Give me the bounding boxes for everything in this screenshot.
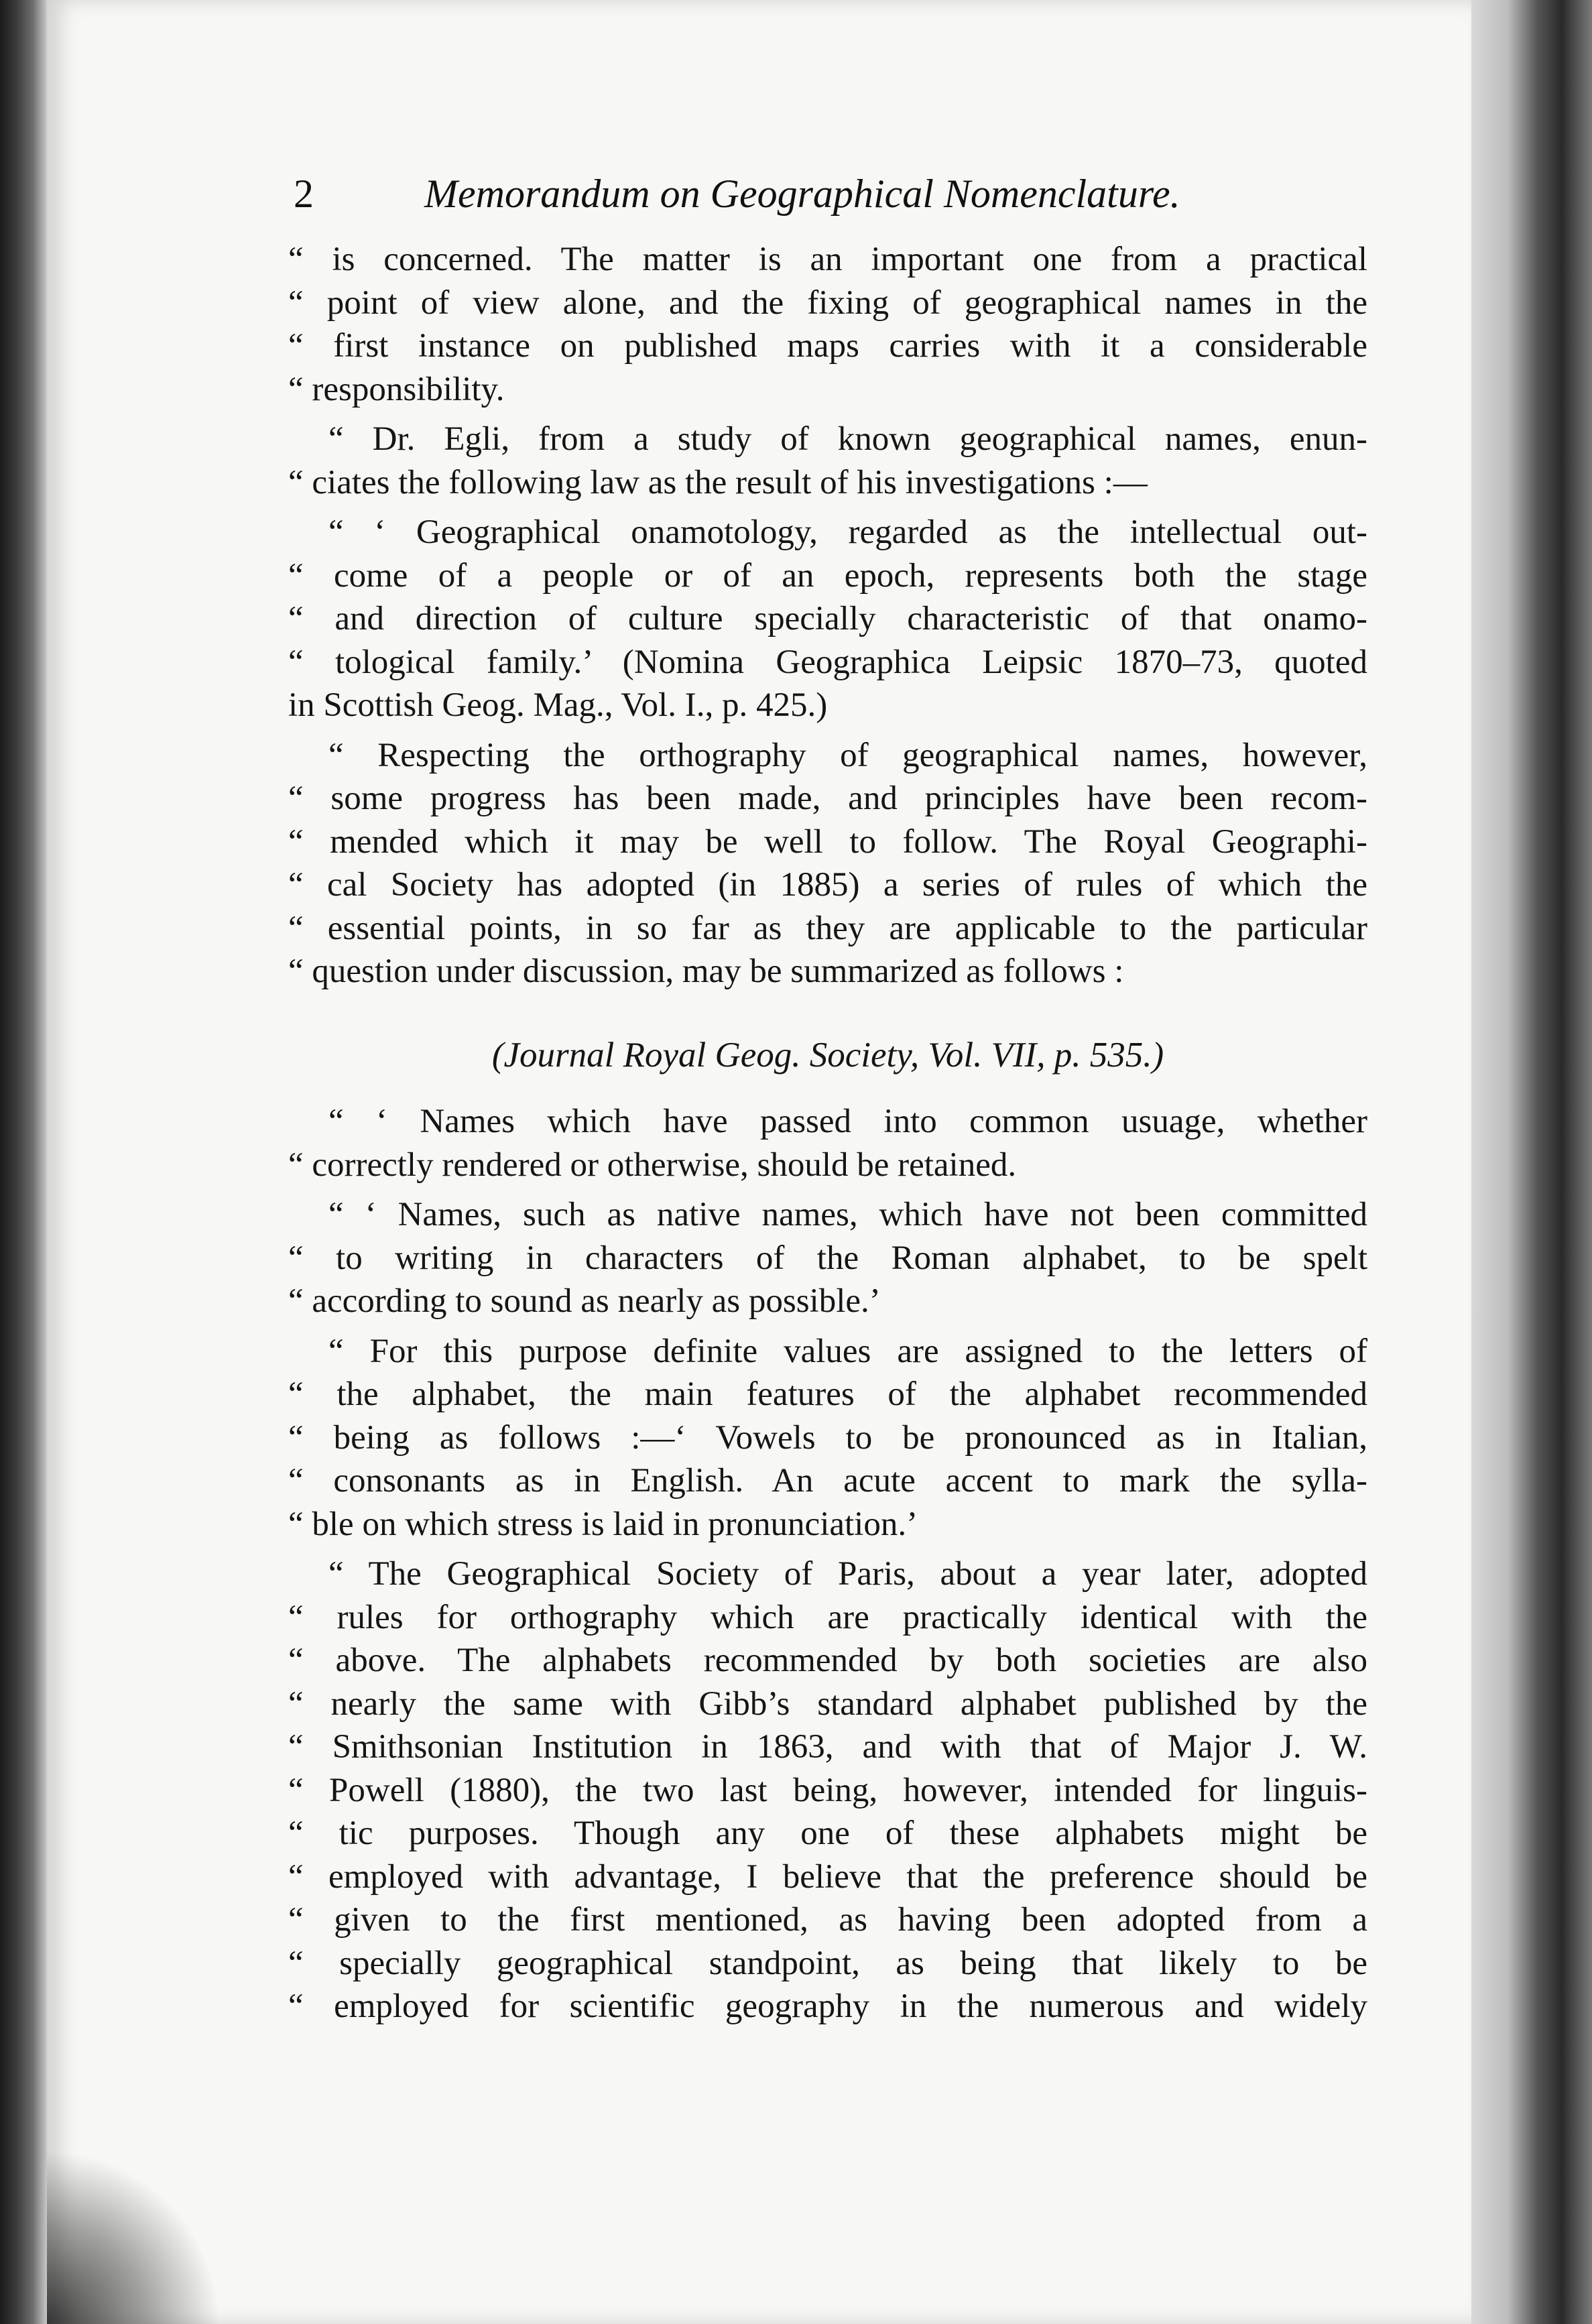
page-corner-shadow — [47, 2150, 221, 2324]
text-line: “ The Geographical Society of Paris, about a year later, adopted — [328, 1555, 1367, 1593]
text-line: “ according to sound as nearly as possible.’ — [288, 1282, 881, 1320]
text-line: “ nearly the same with Gibb’s standard alphabet published by the — [288, 1685, 1367, 1723]
paragraph — [288, 734, 1367, 993]
book-spine-shadow — [0, 0, 47, 2324]
paragraph — [288, 1100, 1367, 1186]
text-line: “ above. The alphabets recommended by both societies are also — [288, 1642, 1367, 1679]
text-line: “ first instance on published maps carries with it a considerable — [288, 327, 1367, 365]
page-edge — [1471, 0, 1592, 2324]
text-line: “ Powell (1880), the two last being, however, intended for linguis- — [288, 1771, 1367, 1809]
text-line: “ Dr. Egli, from a study of known geographical names, enun- — [328, 420, 1367, 458]
text-line: “ some progress has been made, and principles have been recom- — [288, 780, 1367, 817]
paragraph — [288, 511, 1367, 727]
text-line: “ ciates the following law as the result of his investigations :— — [288, 463, 1148, 501]
text-line: “ and direction of culture specially characteristic of that onamo- — [288, 600, 1367, 637]
text-line: “ employed for scientific geography in the numerous and widely — [288, 1987, 1367, 2025]
text-line: “ given to the first mentioned, as having been adopted from a — [288, 1901, 1367, 1939]
text-line: “ employed with advantage, I believe that the preference should be — [288, 1857, 1367, 1896]
paragraph — [288, 418, 1367, 504]
text-line: “ tological family.’ (Nomina Geographica Leipsic 1870–73, quoted — [288, 643, 1367, 681]
text-line: “ ‘ Geographical onamotology, regarded as the intellectual out- — [328, 513, 1367, 551]
text-line: “ question under discussion, may be summarized as follows : — [288, 953, 1124, 990]
text-line: “ essential points, in so far as they are applicable to the particular — [288, 909, 1367, 947]
running-title: Memorandum on Geographical Nomenclature. — [424, 172, 1180, 216]
text-line: “ For this purpose definite values are assigned to the letters of — [328, 1332, 1367, 1370]
text-line: “ ble on which stress is laid in pronunciation.’ — [288, 1505, 918, 1543]
text-line: “ responsibility. — [288, 370, 505, 408]
text-line: “ mended which it may be well to follow. The Royal Geographi- — [288, 822, 1367, 861]
paragraph — [288, 1330, 1367, 1546]
text-line: “ Respecting the orthography of geographical names, however, — [328, 736, 1367, 774]
text-line: “ cal Society has adopted (in 1885) a series of rules of which the — [288, 866, 1367, 904]
text-line: “ being as follows :—‘ Vowels to be pronounced as in Italian, — [288, 1418, 1367, 1457]
text-line: “ to writing in characters of the Roman alphabet, to be spelt — [288, 1239, 1367, 1277]
text-line: “ Smithsonian Institution in 1863, and with that of Major J. W. — [288, 1728, 1367, 1766]
paragraph — [288, 1552, 1367, 2028]
text-line: “ point of view alone, and the fixing of geographical names in the — [288, 284, 1367, 322]
page-number: 2 — [294, 172, 314, 216]
citation-caption: (Journal Royal Geog. Society, Vol. VII, p. 535.) — [491, 1035, 1164, 1075]
text-line: “ ‘ Names, such as native names, which have not been committed — [328, 1196, 1367, 1233]
text-line: “ correctly rendered or otherwise, should be retained. — [288, 1146, 1017, 1184]
text-line: “ tic purposes. Though any one of these alphabets might be — [288, 1815, 1367, 1852]
text-line: “ specially geographical standpoint, as being that likely to be — [288, 1944, 1367, 1982]
text-line: “ ‘ Names which have passed into common usuage, whether — [328, 1103, 1367, 1140]
text-line: “ the alphabet, the main features of the alphabet recommended — [288, 1375, 1367, 1413]
body-text — [288, 238, 1367, 2035]
text-line: “ rules for orthography which are practically identical with the — [288, 1598, 1367, 1636]
text-line: “ come of a people or of an epoch, represents both the stage — [288, 556, 1367, 595]
paragraph — [288, 238, 1367, 411]
text-line: “ consonants as in English. An acute accent to mark the sylla- — [288, 1462, 1367, 1500]
page-header — [294, 171, 1366, 225]
paragraph — [288, 1193, 1367, 1323]
text-line: in Scottish Geog. Mag., Vol. I., p. 425.) — [288, 686, 828, 724]
text-line: “ is concerned. The matter is an important one from a practical — [288, 241, 1367, 278]
